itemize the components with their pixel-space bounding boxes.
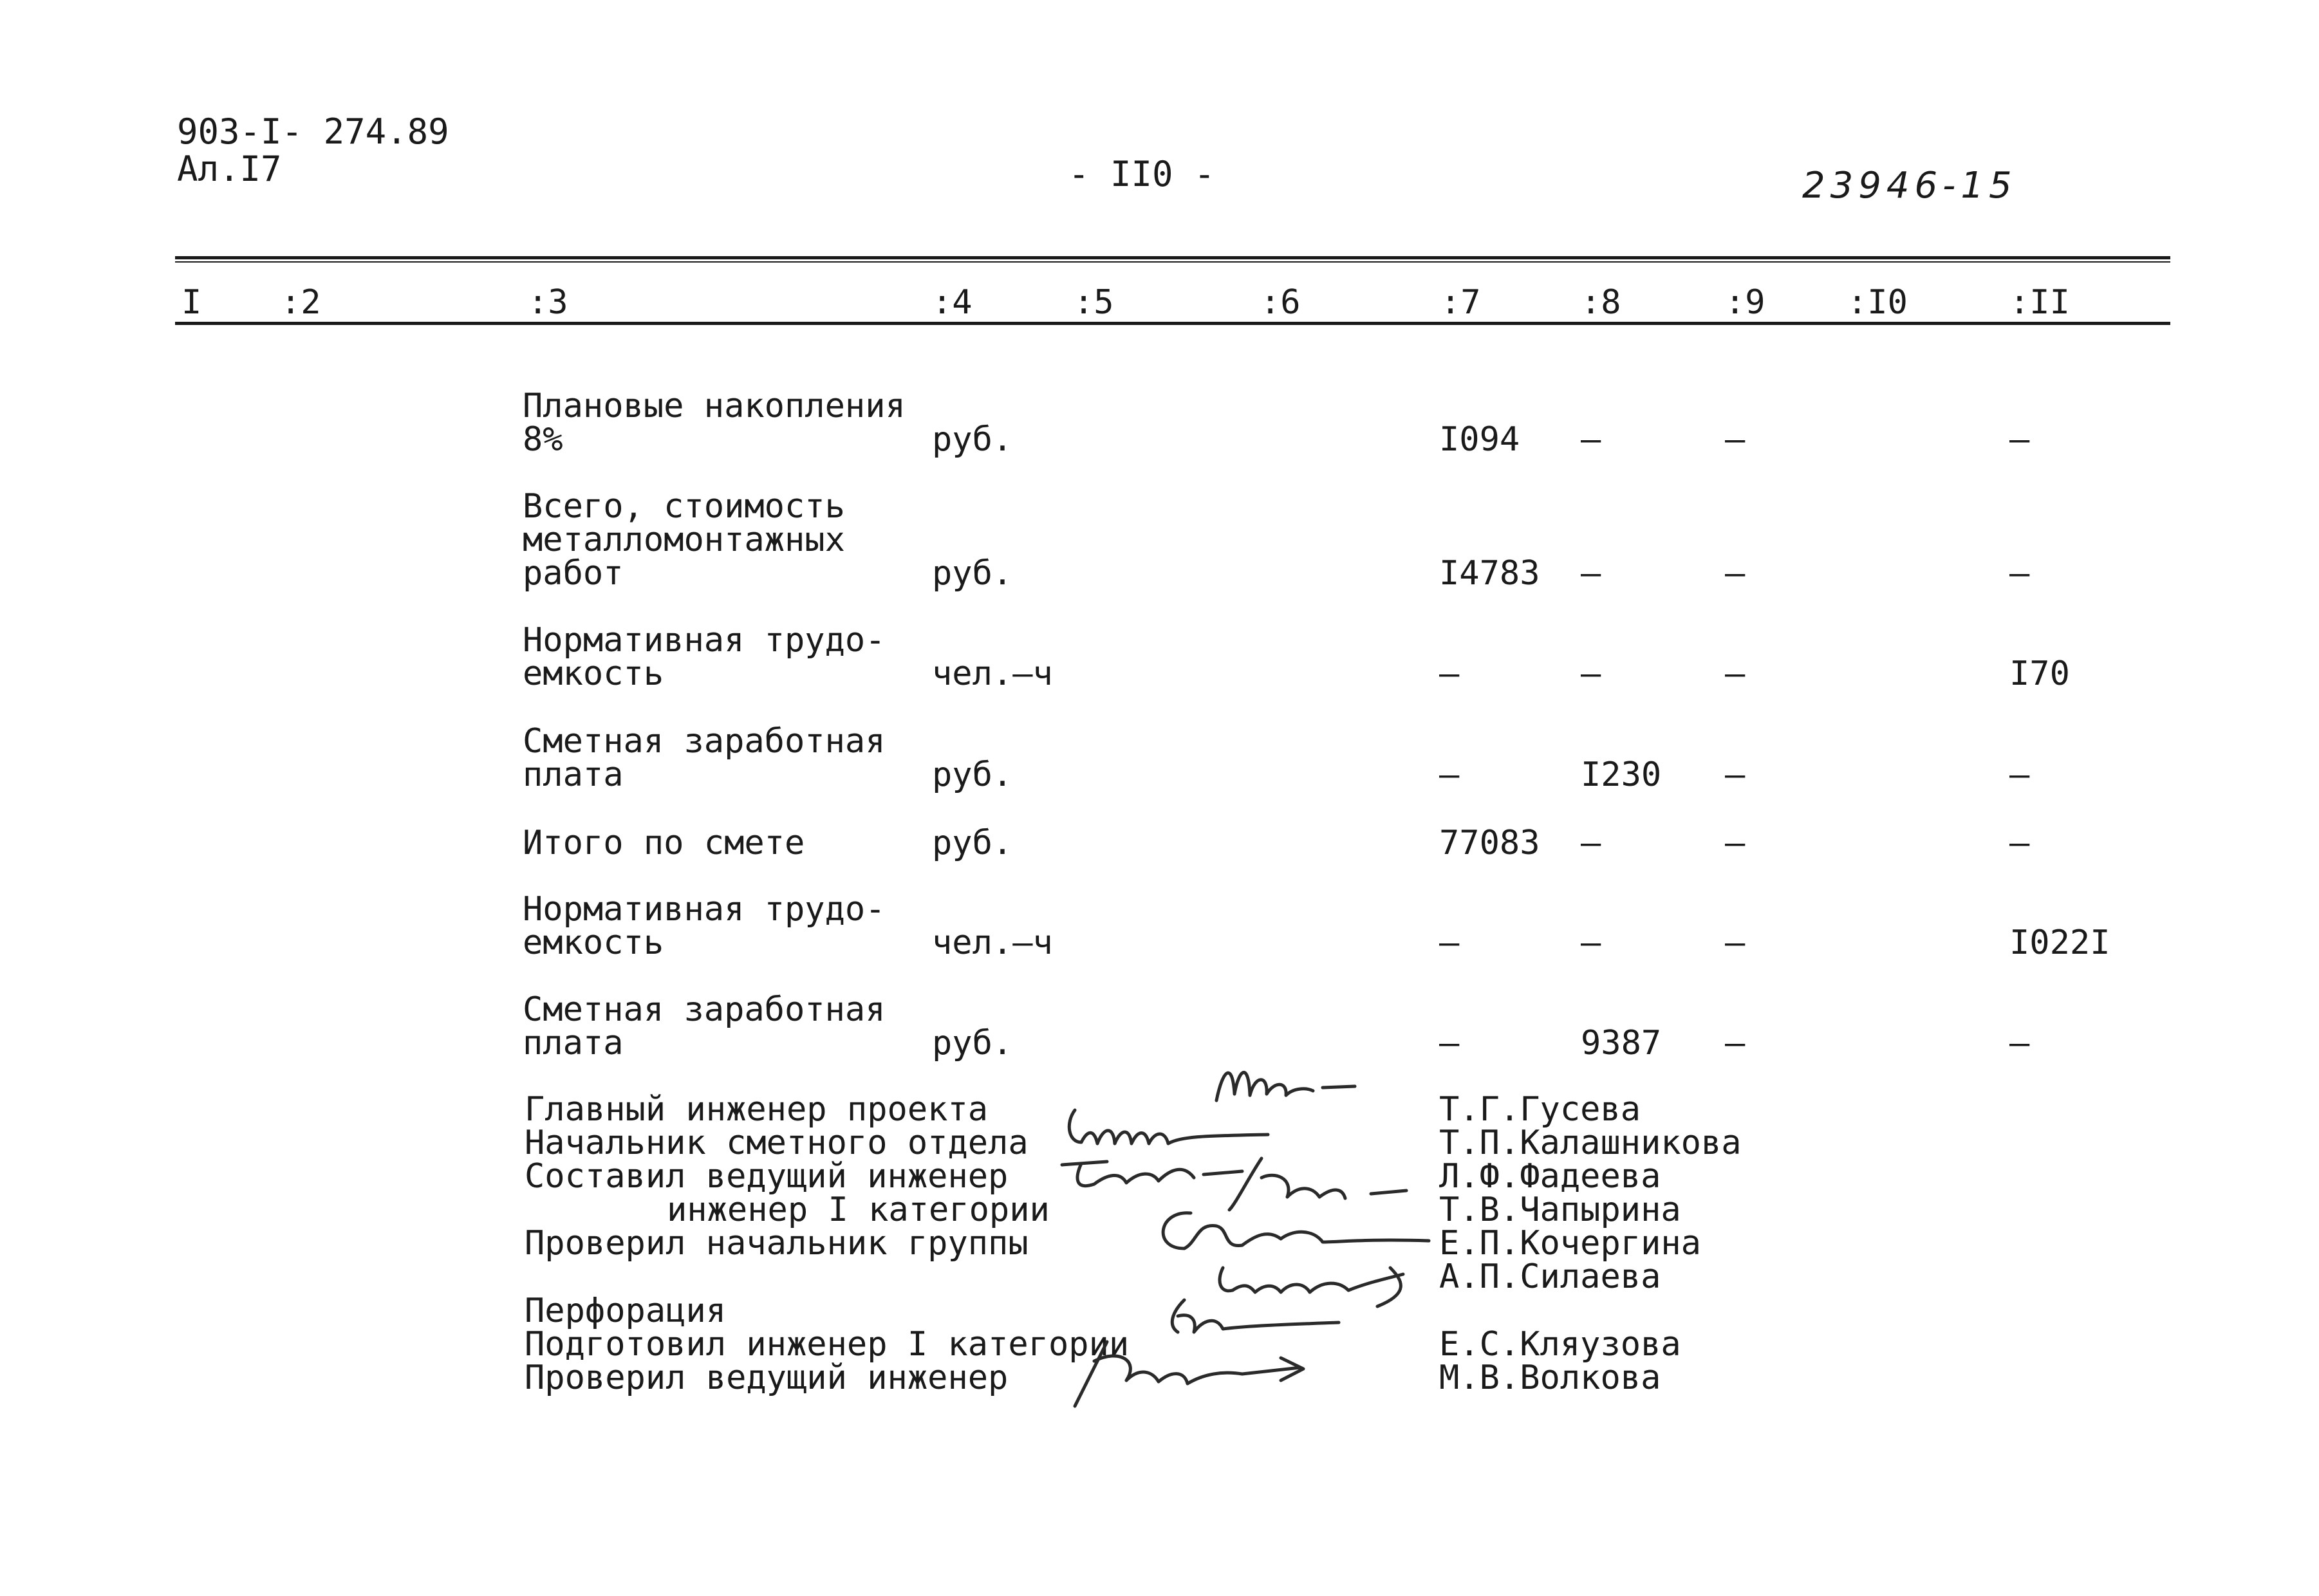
col-header-6: :6 (1260, 283, 1301, 322)
document-code: 903-I- 274.89 (177, 111, 449, 152)
row-value-c8: 9387 (1581, 1024, 1662, 1062)
row-value-c7: I094 (1439, 420, 1520, 459)
row-value-c8: I230 (1581, 756, 1662, 794)
col-header-7: :7 (1440, 283, 1481, 322)
col-header-10: :I0 (1847, 283, 1908, 322)
row-label: Плановые накопления (523, 387, 906, 425)
row-label: Итого по смете (523, 824, 805, 862)
row-label: 8% (523, 420, 563, 459)
signatory-name: Т.Г.Гусева (1439, 1090, 1641, 1129)
row-unit: руб. (932, 554, 1013, 593)
row-unit: руб. (932, 756, 1013, 794)
col-header-11: :II (2009, 283, 2070, 322)
row-value-c7: – (1439, 756, 1460, 794)
row-value-c9: – (1725, 923, 1746, 962)
row-label: плата (523, 1024, 624, 1062)
row-label: Всего, стоимость (523, 487, 845, 526)
row-value-c9: – (1725, 554, 1746, 593)
row-value-c11: I70 (2009, 654, 2070, 693)
signatory-role: Главный инженер проекта (525, 1090, 989, 1129)
row-label: емкость (523, 654, 664, 693)
row-value-c7: – (1439, 654, 1460, 693)
row-label: Сметная заработная (523, 722, 886, 761)
row-value-c11: – (2009, 554, 2030, 593)
col-header-5: :5 (1074, 283, 1114, 322)
signatory-role: Начальник сметного отдела (525, 1124, 1029, 1162)
signatory-role: Проверил ведущий инженер (525, 1359, 1009, 1397)
row-label: емкость (523, 923, 664, 962)
row-value-c7: I4783 (1439, 554, 1540, 593)
row-unit: руб. (932, 1024, 1013, 1062)
row-value-c8: – (1581, 420, 1601, 459)
signatory-name: А.П.Силаева (1439, 1257, 1661, 1296)
row-value-c9: – (1725, 420, 1746, 459)
signatory-role: инженер I категории (667, 1191, 1050, 1229)
inventory-number: 23946-15 (1802, 165, 2017, 207)
header-bottom-rule (175, 322, 2170, 325)
signature-group-head (1146, 1203, 1442, 1261)
row-unit: руб. (932, 420, 1013, 459)
col-header-2: :2 (281, 283, 321, 322)
row-value-c8: – (1581, 554, 1601, 593)
row-value-c7: – (1439, 923, 1460, 962)
row-value-c11: – (2009, 824, 2030, 862)
col-header-8: :8 (1581, 283, 1621, 322)
row-value-c7: – (1439, 1024, 1460, 1062)
signatory-name: М.В.Волкова (1439, 1359, 1661, 1397)
signature-lead-engineer (1056, 1146, 1249, 1197)
album-number: Ал.I7 (177, 149, 282, 189)
row-value-c7: 77083 (1439, 824, 1540, 862)
row-label: плата (523, 756, 624, 794)
row-value-c9: – (1725, 1024, 1746, 1062)
col-header-9: :9 (1725, 283, 1765, 322)
row-value-c9: – (1725, 824, 1746, 862)
col-header-4: :4 (932, 283, 973, 322)
signatory-name: Е.П.Кочергина (1439, 1224, 1701, 1263)
signatory-role: Перфорация (525, 1292, 727, 1330)
signatory-name: Е.С.Кляузова (1439, 1325, 1681, 1364)
top-double-rule-2 (175, 261, 2170, 263)
row-label: Нормативная трудо- (523, 621, 886, 660)
row-value-c11: – (2009, 420, 2030, 459)
signatory-role: Подготовил инженер I категории (525, 1325, 1130, 1364)
col-header-3: :3 (528, 283, 568, 322)
signatory-role: Проверил начальник группы (525, 1224, 1029, 1263)
row-value-c11: I022I (2009, 923, 2110, 962)
row-unit: чел.–ч (932, 654, 1053, 693)
top-double-rule (175, 256, 2170, 259)
row-label: Нормативная трудо- (523, 890, 886, 929)
page-number: - II0 - (1068, 154, 1215, 194)
row-label: металломонтажных (523, 521, 845, 559)
row-label: Сметная заработная (523, 990, 886, 1029)
row-value-c8: – (1581, 923, 1601, 962)
row-label: работ (523, 554, 624, 593)
signatory-name: Т.В.Чапырина (1439, 1191, 1681, 1229)
row-unit: чел.–ч (932, 923, 1053, 962)
row-value-c9: – (1725, 654, 1746, 693)
row-value-c8: – (1581, 654, 1601, 693)
row-value-c8: – (1581, 824, 1601, 862)
signatory-name: Т.П.Калашникова (1439, 1124, 1742, 1162)
col-header-1: I (182, 283, 202, 322)
signature-checked-by (1068, 1335, 1313, 1413)
signatory-name: Л.Ф.Фадеева (1439, 1157, 1661, 1196)
row-value-c11: – (2009, 1024, 2030, 1062)
signatory-role: Составил ведущий инженер (525, 1157, 1009, 1196)
row-value-c11: – (2009, 756, 2030, 794)
row-value-c9: – (1725, 756, 1746, 794)
row-unit: руб. (932, 824, 1013, 862)
